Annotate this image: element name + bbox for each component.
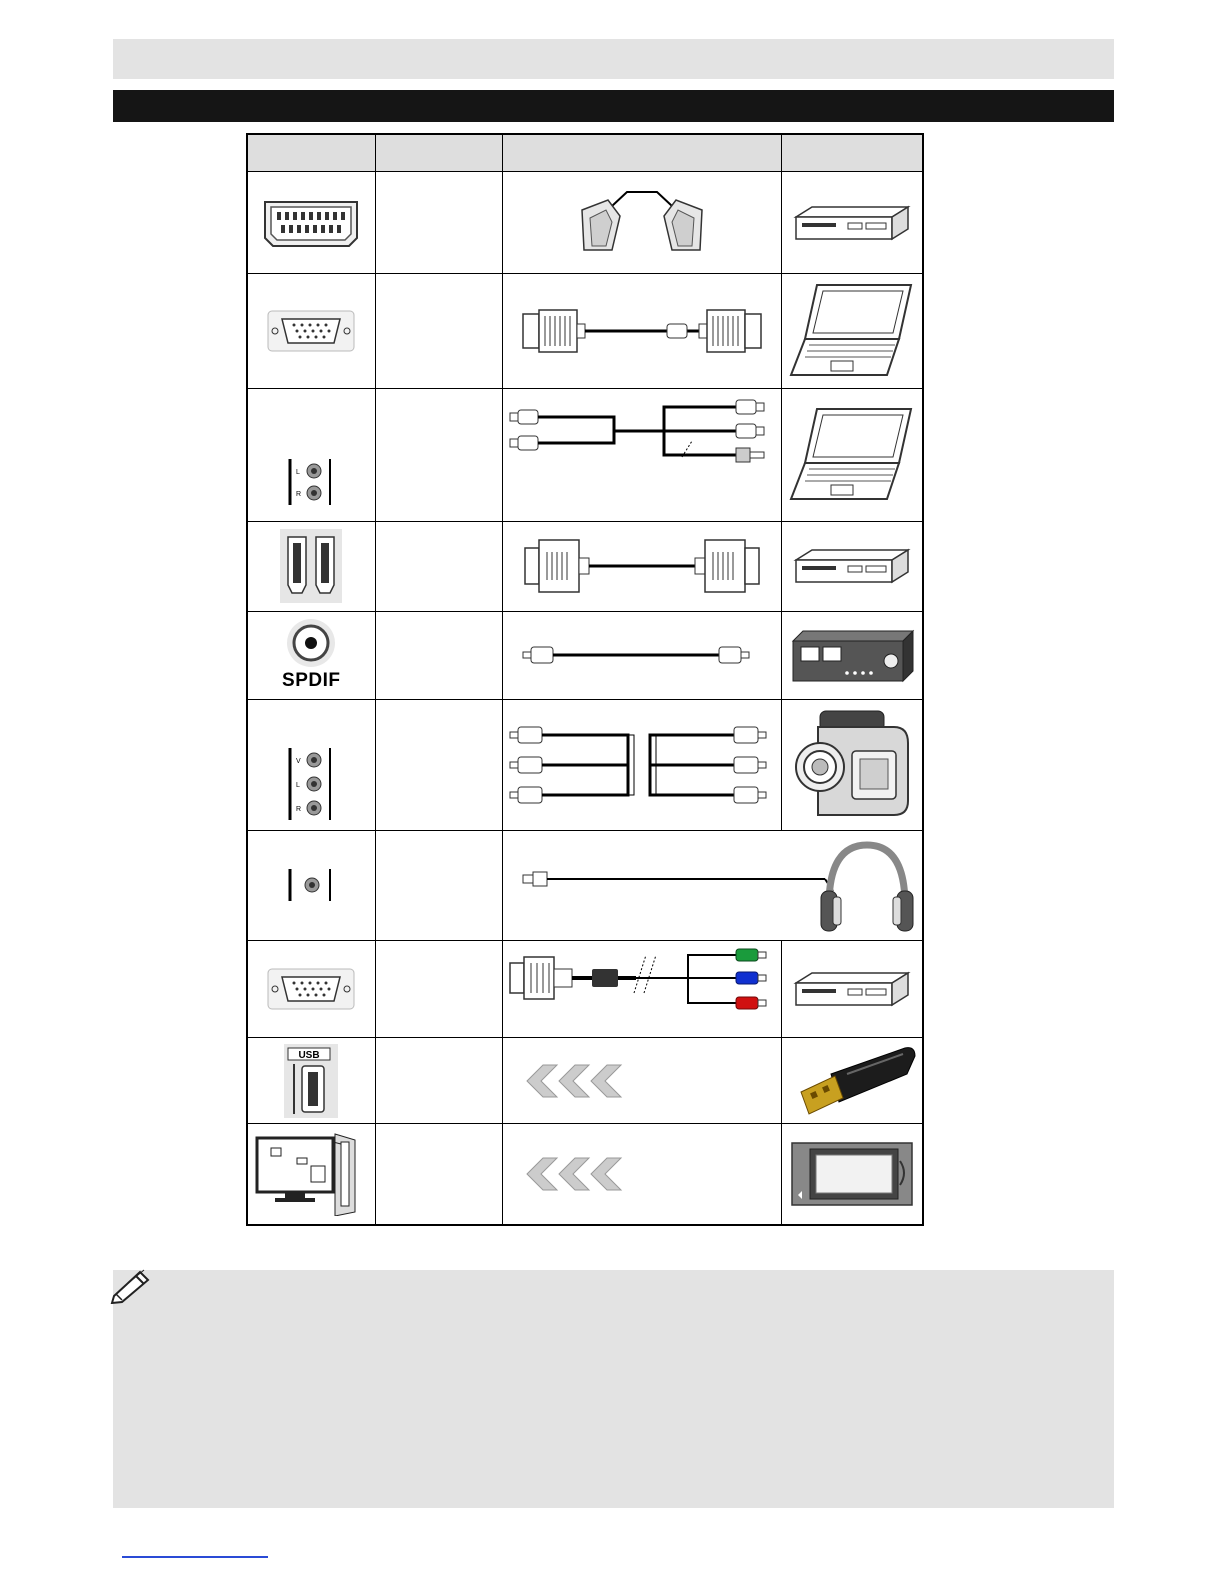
device-cell — [781, 699, 923, 830]
cable-cell — [502, 521, 781, 611]
component-cable-icon — [504, 947, 780, 1017]
table-row — [247, 830, 923, 940]
hdmi-ports-icon — [280, 529, 342, 603]
connector-cell — [247, 389, 375, 521]
dvd-player-icon — [792, 203, 912, 243]
device-cell — [781, 611, 923, 699]
type-cell — [375, 699, 502, 830]
headphone-jack-icon — [286, 867, 336, 903]
hdmi-cable-icon — [517, 536, 767, 596]
insert-arrows-icon — [513, 1063, 623, 1099]
header-type — [375, 134, 502, 172]
usb-label: USB — [298, 1049, 320, 1061]
type-cell — [375, 172, 502, 274]
cable-cell — [502, 172, 781, 274]
cable-cell — [502, 830, 923, 940]
type-cell — [375, 941, 502, 1038]
dvd-player-icon — [792, 969, 912, 1009]
device-cell — [781, 521, 923, 611]
connector-cell — [247, 521, 375, 611]
vga-connector-icon — [266, 309, 356, 353]
note-box — [113, 1270, 1114, 1508]
header-cable — [502, 134, 781, 172]
type-cell — [375, 830, 502, 940]
svg-text:L: L — [296, 468, 301, 476]
header-row — [247, 134, 923, 172]
dvd-player-icon — [792, 546, 912, 586]
top-band — [113, 39, 1114, 79]
connector-cell — [247, 172, 375, 274]
connector-cell — [247, 699, 375, 830]
coaxial-cable-icon — [517, 643, 767, 667]
header-device — [781, 134, 923, 172]
connection-table — [246, 133, 924, 1226]
camcorder-icon — [790, 709, 914, 821]
table-row — [247, 521, 923, 611]
connector-cell — [247, 611, 375, 699]
pencil-note-icon — [110, 1268, 154, 1304]
cable-cell — [502, 274, 781, 389]
amplifier-icon — [787, 627, 917, 683]
cable-cell — [502, 1124, 781, 1225]
usb-stick-icon — [787, 1044, 917, 1118]
headphone-cable-icon — [503, 835, 919, 935]
connector-cell — [247, 274, 375, 389]
connector-cell — [247, 1124, 375, 1225]
svg-text:R: R — [296, 805, 302, 813]
type-cell — [375, 1124, 502, 1225]
laptop-icon — [787, 405, 917, 505]
usb-port-icon — [284, 1044, 338, 1118]
cable-cell — [502, 611, 781, 699]
type-cell — [375, 521, 502, 611]
vga-cable-icon — [517, 306, 767, 356]
scart-cable-icon — [572, 188, 712, 258]
device-cell — [781, 1124, 923, 1225]
device-cell — [781, 274, 923, 389]
rca-to-minijack-cable-icon — [504, 397, 780, 487]
table-row — [247, 941, 923, 1038]
device-cell — [781, 1038, 923, 1124]
connector-cell — [247, 1038, 375, 1124]
table-row — [247, 274, 923, 389]
audio-jack-panel-icon — [286, 457, 336, 507]
type-cell — [375, 389, 502, 521]
svg-text:R: R — [296, 490, 302, 498]
connector-cell — [247, 941, 375, 1038]
footer-link-underline — [122, 1556, 268, 1558]
connector-cell — [247, 830, 375, 940]
av-cable-icon — [504, 723, 780, 807]
cam-module-icon — [790, 1141, 914, 1207]
spdif-jack-icon — [284, 618, 338, 668]
type-cell — [375, 1038, 502, 1124]
title-bar — [113, 90, 1114, 122]
table-row — [247, 611, 923, 699]
scart-connector-icon — [261, 198, 361, 248]
device-cell — [781, 389, 923, 521]
cable-cell — [502, 699, 781, 830]
insert-arrows-icon — [513, 1156, 623, 1192]
svg-text:L: L — [296, 781, 301, 789]
table-row — [247, 1124, 923, 1225]
table-row — [247, 1038, 923, 1124]
device-cell — [781, 172, 923, 274]
table-row — [247, 172, 923, 274]
type-cell — [375, 274, 502, 389]
header-connector — [247, 134, 375, 172]
table-row — [247, 699, 923, 830]
av-jack-panel-icon — [286, 746, 336, 822]
table-row — [247, 389, 923, 521]
cable-cell — [502, 389, 781, 521]
spdif-label: SPDIF — [282, 670, 341, 692]
device-cell — [781, 941, 923, 1038]
cable-cell — [502, 941, 781, 1038]
cable-cell — [502, 1038, 781, 1124]
type-cell — [375, 611, 502, 699]
laptop-icon — [787, 281, 917, 381]
vga-connector-icon — [266, 967, 356, 1011]
tv-ci-slot-icon — [255, 1132, 367, 1216]
svg-text:V: V — [296, 757, 301, 765]
